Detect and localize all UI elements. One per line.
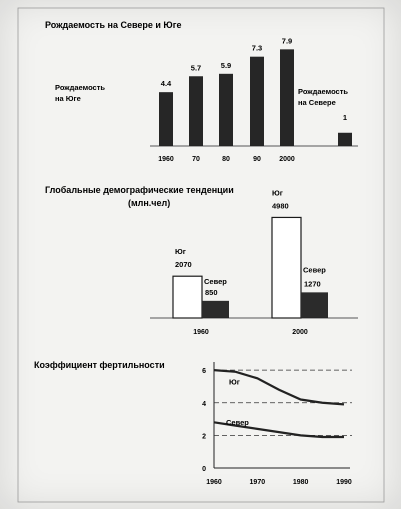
chart2-series-label-south: Юг [272, 188, 283, 198]
chart1-label-north-line1: Рождаемость [298, 87, 349, 96]
chart2-title: Глобальные демографические тенденции [45, 185, 234, 195]
chart3-x-tick: 1970 [249, 479, 266, 486]
chart2-x-tick: 2000 [292, 329, 308, 336]
chart1-bar-south-90 [250, 57, 264, 146]
chart2-series-label-north: Север [303, 265, 326, 275]
chart3-y-tick: 6 [202, 368, 206, 376]
chart1-x-tick: 70 [192, 156, 200, 163]
chart2-subtitle: (млн.чел) [128, 198, 171, 208]
chart3-x-tick: 1960 [206, 479, 222, 486]
chart3-line-south [214, 370, 344, 404]
chart1-data-label: 4.4 [160, 79, 172, 89]
chart1-title: Рождаемость на Севере и Юге [45, 20, 182, 30]
chart1-bar-south-70 [189, 76, 203, 146]
chart3-x-tick: 1980 [292, 479, 309, 486]
chart1-bar-north-2000 [338, 133, 352, 146]
chart2-x-tick: 1960 [193, 329, 209, 336]
chart3-x-tick: 1990 [336, 479, 352, 486]
demographic-trends-chart [45, 185, 358, 336]
chart1-x-tick: 80 [222, 156, 230, 163]
chart1-data-label: 5.7 [190, 63, 202, 73]
fertility-chart [34, 360, 352, 486]
chart1-label-north-line2: на Севере [298, 98, 336, 107]
birth-rate-chart [45, 20, 358, 163]
chart1-bar-south-80 [219, 74, 233, 146]
chart1-data-label: 5.9 [220, 60, 232, 70]
chart2-x-ticks [193, 329, 308, 336]
chart2-bar-north-2000 [301, 292, 328, 318]
chart1-label-south-line2: на Юге [55, 94, 81, 103]
chart2-series-label-north: Север [204, 276, 227, 286]
chart1-label-south-line1: Рождаемость [55, 83, 106, 92]
chart3-y-tick: 0 [202, 466, 206, 473]
chart2-bar-south-2000 [272, 217, 301, 318]
chart3-y-tick: 2 [202, 433, 206, 441]
chart3-y-tick: 4 [202, 400, 206, 408]
chart1-x-tick: 2000 [279, 156, 295, 163]
chart2-data-label-north: 850 [205, 287, 218, 297]
chart3-series-label: Север [226, 418, 249, 428]
chart2-bar-north-1960 [202, 301, 229, 318]
chart1-bar-south-2000 [280, 49, 294, 146]
chart1-x-tick: 90 [253, 156, 261, 163]
chart2-series-label-south: Юг [175, 247, 186, 257]
chart1-data-label: 7.9 [281, 36, 293, 46]
chart1-x-tick: 1960 [158, 156, 174, 163]
chart1-bar-south-1960 [159, 92, 173, 146]
chart2-bars [173, 188, 328, 318]
chart1-data-label: 7.3 [251, 43, 263, 53]
chart2-data-label-south: 4980 [272, 201, 289, 211]
chart2-data-label-south: 2070 [175, 260, 192, 270]
chart1-x-ticks [158, 156, 295, 163]
chart3-title: Коэффициент фертильности [34, 360, 165, 370]
chart1-data-label: 1 [342, 112, 348, 122]
chart2-bar-south-1960 [173, 276, 202, 318]
chart3-lines [214, 370, 344, 437]
chart3-series-label: Юг [229, 377, 240, 387]
chart2-data-label-north: 1270 [304, 279, 321, 289]
